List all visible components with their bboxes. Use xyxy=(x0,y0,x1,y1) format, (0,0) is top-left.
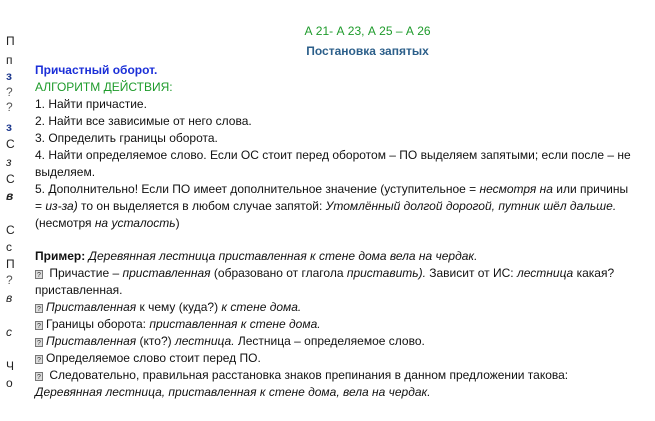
algorithm-step: 2. Найти все зависимые от него слова. xyxy=(35,114,252,128)
example-line xyxy=(35,333,635,350)
missing-glyph-icon: ? xyxy=(35,321,43,330)
edge-char: ? xyxy=(6,85,13,99)
edge-char: С xyxy=(6,223,15,237)
text-run: Деревянная лестница приставленная к стене дома вела на чердак. xyxy=(85,249,478,263)
text-run: (несмотря xyxy=(35,216,95,230)
text-run: Утомлённый долгой дорогой, путник шёл дальше. xyxy=(325,199,617,213)
text-run: Определяемое слово стоит перед ПО. xyxy=(46,351,261,365)
algorithm-step: 3. Определить границы оборота. xyxy=(35,131,218,145)
section-title: Причастный оборот. xyxy=(35,63,158,77)
algorithm-step-5 xyxy=(35,181,635,232)
text-run: приставить). xyxy=(346,266,426,280)
edge-char: о xyxy=(6,376,13,390)
text-run: Границы оборота: xyxy=(46,317,150,331)
text-run: на усталость xyxy=(94,216,176,230)
example-line xyxy=(35,316,635,333)
example-sentence xyxy=(35,248,635,265)
text-run: Лестница – определяемое слово. xyxy=(234,334,425,348)
edge-char: С xyxy=(6,137,15,151)
text-run: приставленная xyxy=(122,266,211,280)
text-run: Зависит от ИС: xyxy=(425,266,517,280)
text-run: Деревянная лестница, приставленная к стене дома, вела на чердак. xyxy=(35,385,431,399)
text-run: к стене дома. xyxy=(221,300,302,314)
edge-char: з xyxy=(6,69,12,83)
text-run: ) xyxy=(175,216,180,230)
text-run: лестница xyxy=(516,266,574,280)
text-run: из-за) xyxy=(45,199,78,213)
edge-char: в xyxy=(6,189,14,203)
edge-char: п xyxy=(6,53,13,67)
text-run: Приставленная xyxy=(46,300,137,314)
example-line xyxy=(35,350,635,367)
text-run: (образовано от глагола xyxy=(210,266,347,280)
text-run: 5. Дополнительно! Если ПО имеет дополнительное значение (уступительное = xyxy=(35,182,480,196)
algorithm-step: 4. Найти определяемое слово. Если ОС стоит перед оборотом – ПО выделяем запятыми; если после – не выделяем. xyxy=(35,148,631,179)
text-run: Приставленная xyxy=(46,334,137,348)
missing-glyph-icon: ? xyxy=(35,372,43,381)
text-run: приставленная к стене дома. xyxy=(149,317,321,331)
example-label: Пример: xyxy=(35,249,86,263)
text-run: несмотря на xyxy=(479,182,553,196)
edge-char: ? xyxy=(6,100,13,114)
missing-glyph-icon: ? xyxy=(35,304,43,313)
task-range-heading: А 21- А 23, А 25 – А 26 xyxy=(304,24,431,38)
text-run: Следовательно, правильная расстановка знаков препинания в данном предложении такова: xyxy=(49,368,569,382)
example-line xyxy=(35,265,635,299)
algorithm-title: АЛГОРИТМ ДЕЙСТВИЯ: xyxy=(35,80,173,94)
missing-glyph-icon: ? xyxy=(35,355,43,364)
text-run: к чему (куда?) xyxy=(136,300,222,314)
edge-char: Ч xyxy=(6,359,14,373)
text-run: то он выделяется в любом случае запятой: xyxy=(77,199,326,213)
missing-glyph-icon: ? xyxy=(35,270,43,279)
edge-char: в xyxy=(6,291,13,305)
edge-char: с xyxy=(6,325,12,339)
edge-char: с xyxy=(6,240,12,254)
topic-heading: Постановка запятых xyxy=(306,44,429,58)
edge-char: з xyxy=(6,155,12,169)
example-line xyxy=(35,367,635,401)
text-run: Причастие – xyxy=(49,266,123,280)
algorithm-step: 1. Найти причастие. xyxy=(35,97,147,111)
edge-char: П xyxy=(6,34,15,48)
text-run: (кто?) xyxy=(136,334,175,348)
missing-glyph-icon: ? xyxy=(35,338,43,347)
edge-char: з xyxy=(6,120,12,134)
document-body xyxy=(35,62,635,401)
edge-char: С xyxy=(6,172,15,186)
left-edge-clipped-text xyxy=(0,0,18,421)
edge-char: ? xyxy=(6,273,13,287)
text-run: или причины = xyxy=(35,182,629,213)
example-line xyxy=(35,299,635,316)
edge-char: П xyxy=(6,257,15,271)
text-run: какая? приставленная. xyxy=(35,266,615,297)
text-run: лестница. xyxy=(174,334,235,348)
